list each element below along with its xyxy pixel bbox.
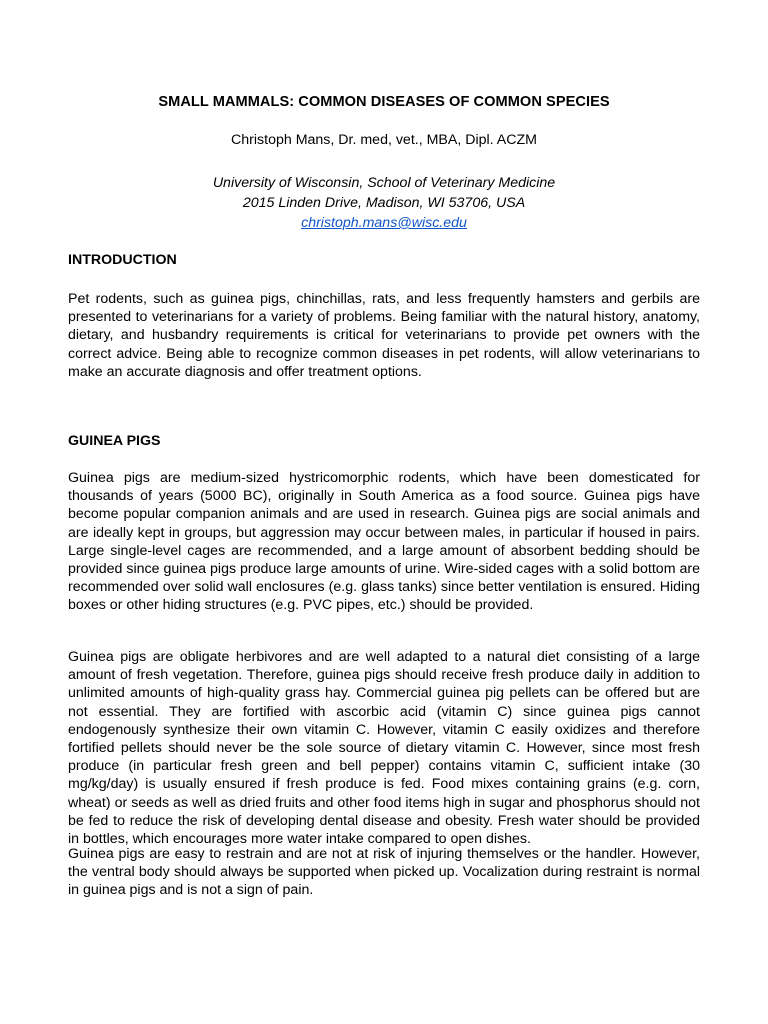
paragraph-guinea-pigs-3: Guinea pigs are easy to restrain and are not at risk of injuring themselves or the handler. However, the ventral body should always be supported when picked up. Vocalization during restraint is normal in guinea pigs and is not a sign of pain. [68,846,700,899]
section-heading-guinea-pigs: GUINEA PIGS [68,433,161,449]
paragraph-guinea-pigs-1: Guinea pigs are medium-sized hystricomorphic rodents, which have been domesticated for thousands of years (5000 BC), originally in South America as a food source. Guinea pigs have become popular companion animals and are used in research. Guinea pigs are social animals and are ideally kept in groups, but aggression may occur between males, in particular if housed in pairs. Large single-level cages are recommended, and a large amount of absorbent bedding should be provided since guinea pigs produce large amounts of urine. Wire-sided cages with a solid bottom are recommended over solid wall enclosures (e.g. glass tanks) since better ventilation is ensured. Hiding boxes or other hiding structures (e.g. PVC pipes, etc.) should be provided. [68,470,700,614]
section-heading-introduction: INTRODUCTION [68,252,177,268]
address: 2015 Linden Drive, Madison, WI 53706, USA [242,195,526,211]
author-line: Christoph Mans, Dr. med, vet., MBA, Dipl. ACZM [231,132,537,148]
document-title: SMALL MAMMALS: COMMON DISEASES OF COMMON SPECIES [158,94,610,110]
email-link[interactable]: christoph.mans@wisc.edu [301,215,467,231]
paragraph-guinea-pigs-2: Guinea pigs are obligate herbivores and are well adapted to a natural diet consisting of a large amount of fresh vegetation. Therefore, guinea pigs should receive fresh produce daily in addition to unlimited amounts of high-quality grass hay. Commercial guinea pig pellets can be offered but are not essential. They are fortified with ascorbic acid (vitamin C) since guinea pigs cannot endogenously synthesize their own vitamin C. However, vitamin C easily oxidizes and therefore fortified pellets should never be the sole source of dietary vitamin C. However, since most fresh produce (in particular fresh green and bell pepper) contains vitamin C, sufficient intake (30 mg/kg/day) is usually ensured if fresh produce is fed. Food mixes containing grains (e.g. corn, wheat) or seeds as well as dried fruits and other food items high in sugar and phosphorus should not be fed to reduce the risk of developing dental disease and obesity. Fresh water should be provided in bottles, which encourages more water intake compared to open dishes. [68,649,700,848]
paragraph-introduction: Pet rodents, such as guinea pigs, chinchillas, rats, and less frequently hamsters and gerbils are presented to veterinarians for a variety of problems. Being familiar with the natural history, anatomy, dietary, and husbandry requirements is critical for veterinarians to provide pet owners with the correct advice. Being able to recognize common diseases in pet rodents, will allow veterinarians to make an accurate diagnosis and offer treatment options. [68,291,700,380]
affiliation-block [0,173,768,233]
institution: University of Wisconsin, School of Veterinary Medicine [212,175,556,191]
